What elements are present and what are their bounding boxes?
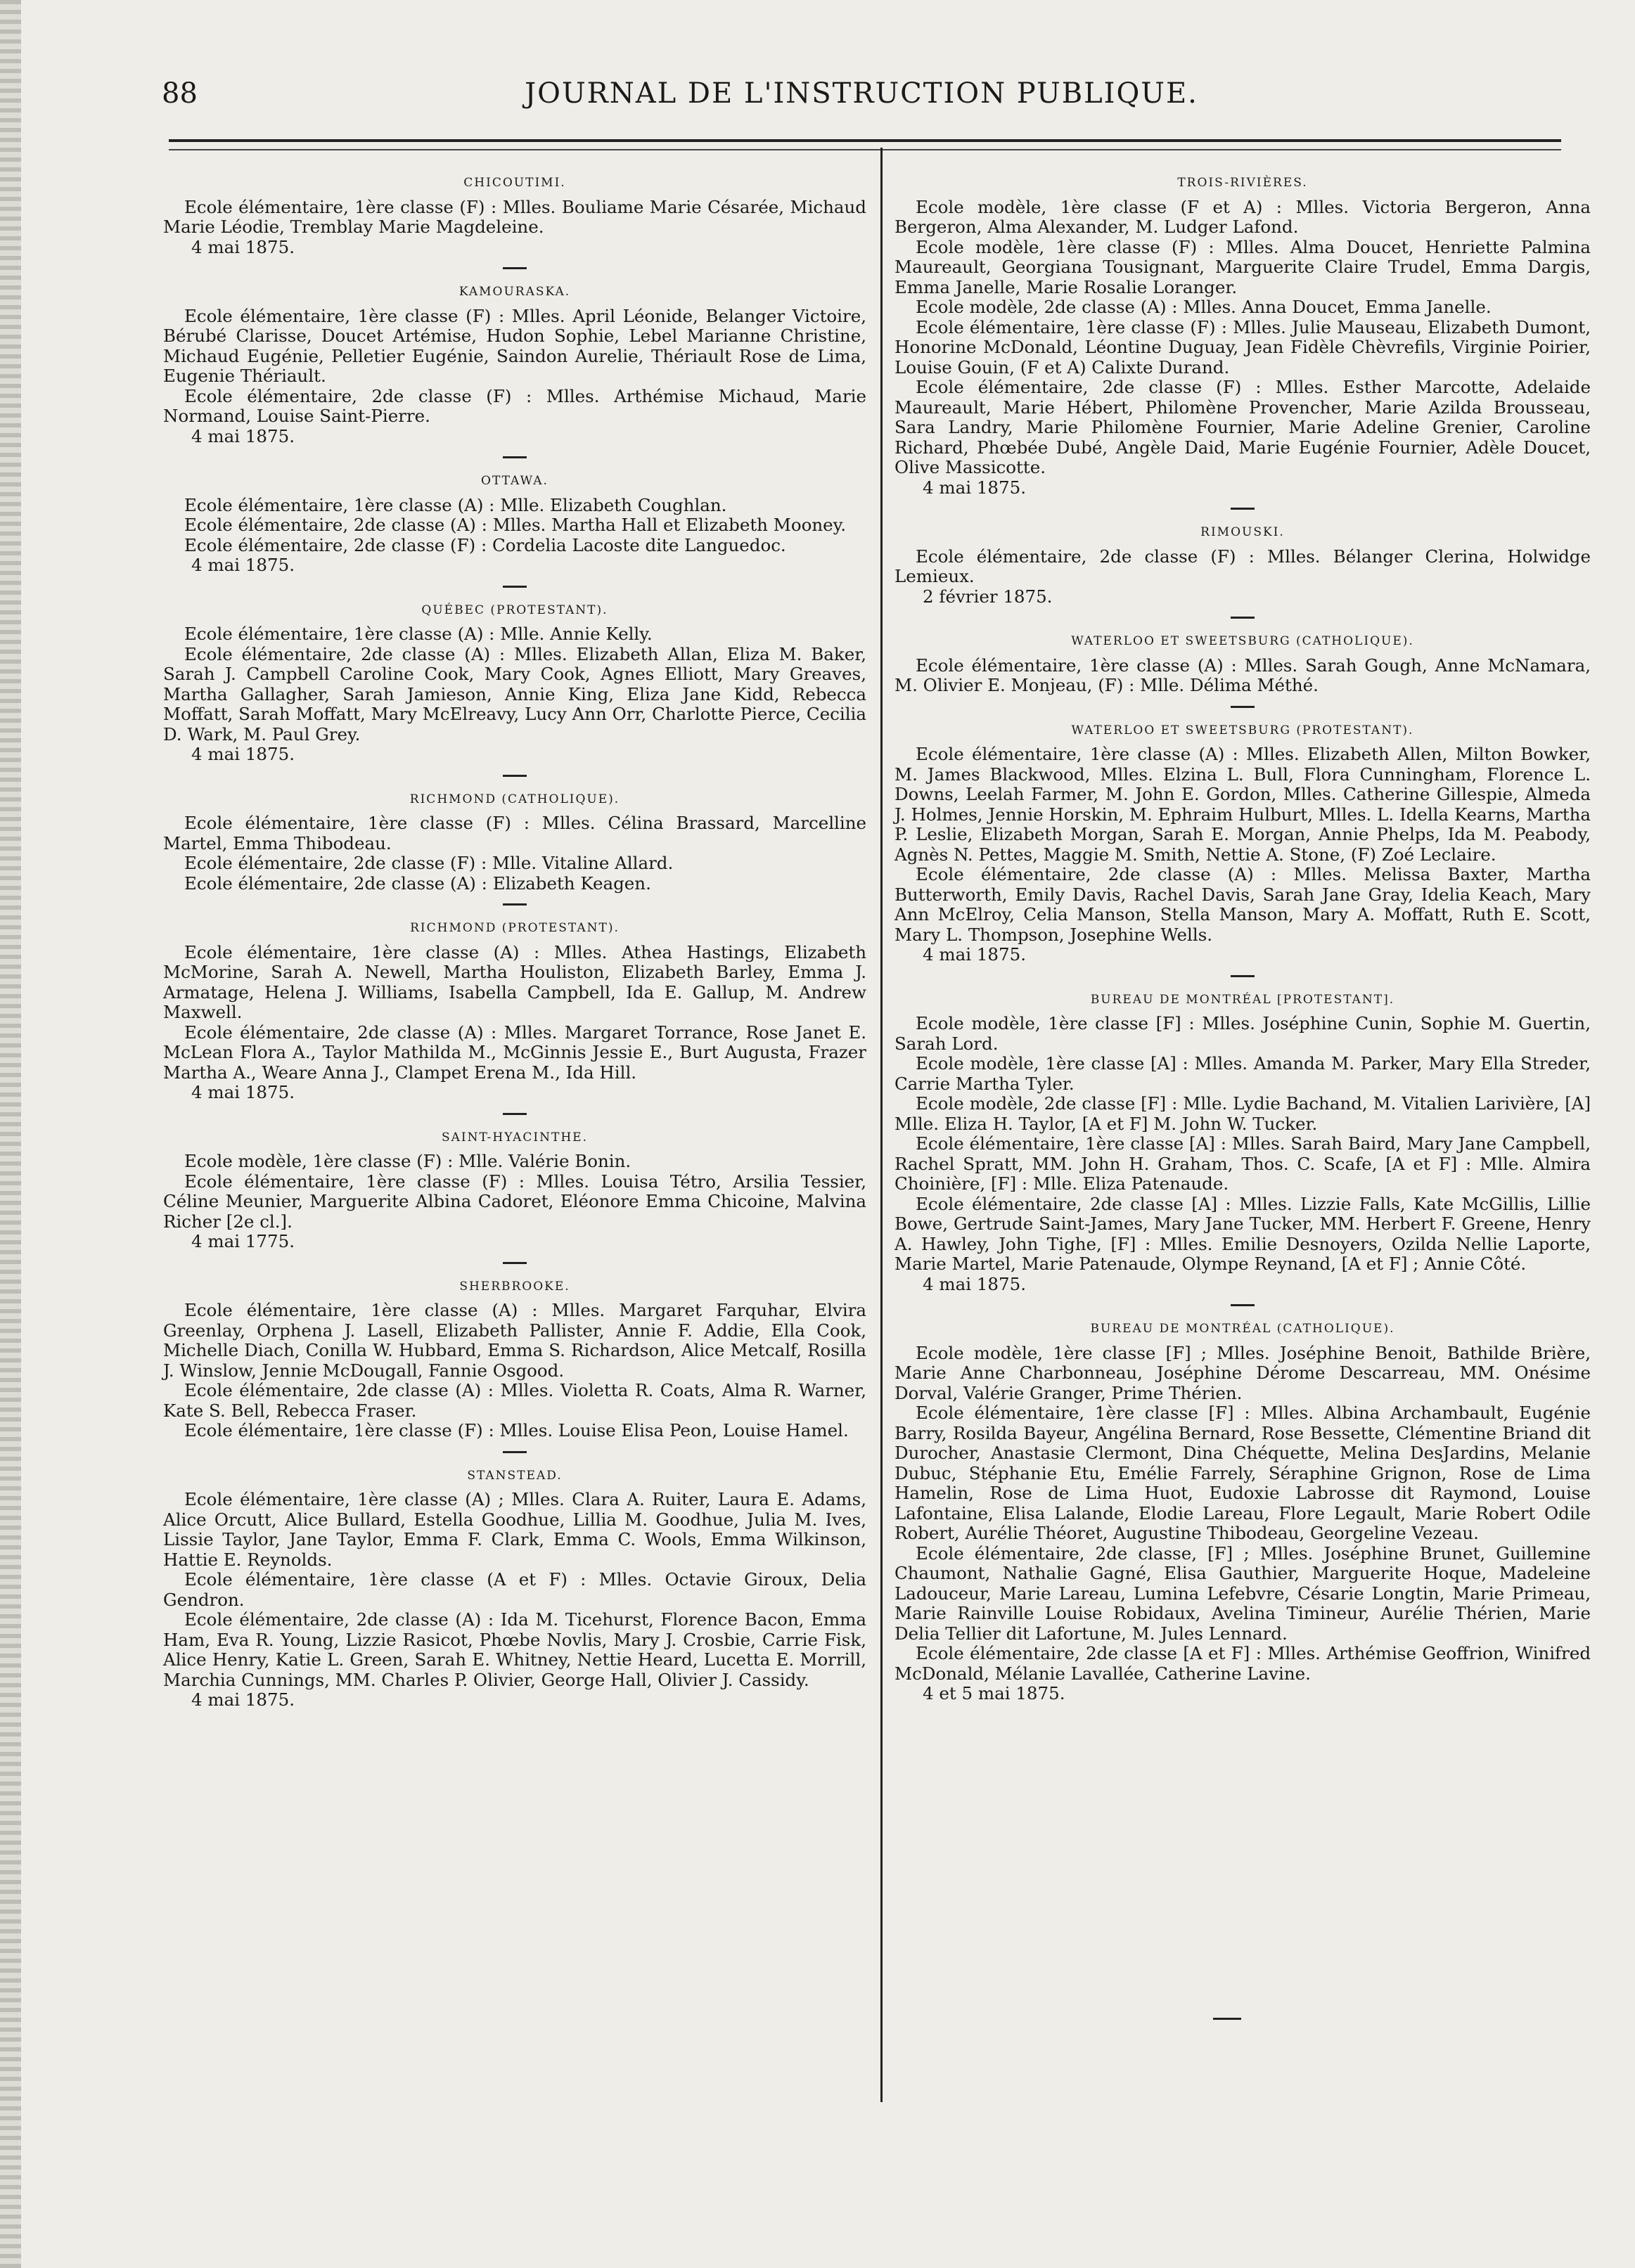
section xyxy=(163,918,866,1103)
entry: Ecole élémentaire, 2de classe (F) : Mlles. Esther Marcotte, Adelaide Maureault, Marie Hébert, Philomène Provencher, Marie Azilda Brousseau, Sara Landry, Marie Philomène Fournier, Marie Adeline Grenier, Caroline Richard, Phœbée Dubé, Angèle Daid, Marie Eugénie Fournier, Adèle Doucet, Olive Massicotte. xyxy=(895,377,1591,477)
entry: Ecole élémentaire, 1ère classe (A) : Mlle. Elizabeth Coughlan. xyxy=(184,494,727,515)
entry: Ecole élémentaire, 1ère classe (A) : Mlles. Sarah Gough, Anne McNamara, M. Olivier E. Monjeau, (F) : Mlle. Délima Méthé. xyxy=(895,655,1591,695)
section-date: 4 et 5 mai 1875. xyxy=(923,1683,1065,1703)
section xyxy=(895,721,1591,965)
left-column xyxy=(163,169,866,1713)
section-date: 4 mai 1875. xyxy=(191,555,295,575)
section-separator xyxy=(1231,508,1255,510)
entry: Ecole modèle, 2de classe [F] : Mlle. Lydie Bachand, M. Vitalien Larivière, [A] Mlle. Eliza H. Taylor, [A et F] M. John W. Tucker. xyxy=(895,1093,1591,1134)
entry: Ecole élémentaire, 2de classe (F) : Cordelia Lacoste dite Languedoc. xyxy=(184,534,786,555)
page-number: 88 xyxy=(162,77,198,110)
section xyxy=(163,173,866,257)
section-title: TROIS-RIVIÈRES. xyxy=(1177,176,1308,190)
header-rule-thin xyxy=(169,149,1561,150)
column-divider xyxy=(880,148,883,2102)
entry: Ecole élémentaire, 2de classe (A) : Mlles. Violetta R. Coats, Alma R. Warner, Kate S. Bell, Rebecca Fraser. xyxy=(163,1380,866,1421)
section-separator xyxy=(1231,1304,1255,1306)
entry: Ecole élémentaire, 1ère classe (F) : Mlles. Célina Brassard, Marcelline Martel, Emma Thibodeau. xyxy=(163,813,866,853)
page-header xyxy=(162,77,1561,120)
entry: Ecole élémentaire, 2de classe, [F] ; Mlles. Joséphine Brunet, Guillemine Chaumont, Nathalie Gagné, Elisa Gauthier, Marguerite Hoque, Madeleine Ladouceur, Marie Lareau, Lumina Lefebvre, Césarie Longtin, Marie Primeau, Marie Rainville Louise Robidaux, Avelina Timineur, Aurélie Thérien, Marie Delia Tellier dit Lafortune, M. Jules Lennard. xyxy=(895,1542,1591,1644)
section xyxy=(163,1277,866,1441)
entry: Ecole élémentaire, 2de classe (A) : Mlles. Elizabeth Allan, Eliza M. Baker, Sarah J. Campbell Caroline Cook, Mary Cook, Agnes Elliott, Mary Greaves, Martha Gallagher, Sarah Jamieson, Annie King, Eliza Jane Kidd, Rebecca Moffatt, Sarah Moffatt, Mary McElreavy, Lucy Ann Orr, Charlotte Pierce, Cecilia D. Wark, M. Paul Grey. xyxy=(163,643,866,745)
section-separator xyxy=(503,267,527,269)
section-date: 4 mai 1875. xyxy=(191,236,295,257)
section xyxy=(163,471,866,576)
end-separator xyxy=(1213,2018,1241,2020)
section-date: 4 mai 1775. xyxy=(191,1231,295,1251)
section-separator xyxy=(503,456,527,458)
section xyxy=(895,173,1591,498)
section xyxy=(895,522,1591,607)
section-separator xyxy=(503,775,527,777)
section-separator xyxy=(503,586,527,588)
entry: Ecole élémentaire, 1ère classe (F) : Mlles. Bouliame Marie Césarée, Michaud Marie Léodie, Tremblay Marie Magdeleine. xyxy=(163,196,866,237)
entry: Ecole élémentaire, 2de classe (F) : Mlles. Bélanger Clerina, Holwidge Lemieux. xyxy=(895,546,1591,586)
entry: Ecole élémentaire, 1ère classe (A) : Mlles. Margaret Farquhar, Elvira Greenlay, Orphena J. Lasell, Elizabeth Pallister, Annie F. Addie, Ella Cook, Michelle Diach, Conilla W. Hubbard, Emma S. Richardson, Alice Metcalf, Rosilla J. Winslow, Jennie McDougall, Fannie Osgood. xyxy=(163,1300,866,1381)
entry: Ecole modèle, 1ère classe [F] ; Mlles. Joséphine Benoit, Bathilde Brière, Marie Anne Charbonneau, Joséphine Dérome Descarreau, MM. Onésime Dorval, Valérie Granger, Prime Thérien. xyxy=(895,1342,1591,1403)
section-date: 4 mai 1875. xyxy=(191,1082,295,1102)
section-date: 2 février 1875. xyxy=(923,586,1053,607)
entry: Ecole élémentaire, 2de classe (F) : Mlles. Arthémise Michaud, Marie Normand, Louise Saint-Pierre. xyxy=(163,385,866,426)
entry: Ecole élémentaire, 2de classe (A) : Mlles. Melissa Baxter, Martha Butterworth, Emily Davis, Rachel Davis, Sarah Jane Gray, Idelia Keach, Mary Ann McElroy, Celia Manson, Stella Manson, Mary A. Moffatt, Ruth E. Scott, Mary L. Thompson, Josephine Wells. xyxy=(895,864,1591,945)
section-title: KAMOURASKA. xyxy=(459,285,571,299)
entry: Ecole élémentaire, 1ère classe (F) : Mlles. Louise Elisa Peon, Louise Hamel. xyxy=(184,1420,849,1441)
entry: Ecole élémentaire, 1ère classe (A et F) : Mlles. Octavie Giroux, Delia Gendron. xyxy=(163,1569,866,1610)
section-title: STANSTEAD. xyxy=(467,1468,563,1483)
entry: Ecole modèle, 2de classe (A) : Mlles. Anna Doucet, Emma Janelle. xyxy=(916,297,1492,317)
entry: Ecole modèle, 1ère classe (F) : Mlle. Valérie Bonin. xyxy=(184,1151,631,1171)
section-date: 4 mai 1875. xyxy=(923,1273,1026,1294)
section-date: 4 mai 1875. xyxy=(191,425,295,446)
section xyxy=(163,1128,866,1252)
section-separator xyxy=(503,1262,527,1264)
section-date: 4 mai 1875. xyxy=(923,477,1026,498)
entry: Ecole élémentaire, 2de classe [A] : Mlles. Lizzie Falls, Kate McGillis, Lillie Bowe, Gertrude Saint-James, Mary Jane Tucker, MM. Herbert F. Greene, Henry A. Hawley, John Tighe, [F] : Mlles. Emilie Desnoyers, Ozilda Nellie Laporte, Marie Martel, Marie Patenaude, Olympe Reynand, [A et F] ; Annie Côté. xyxy=(895,1193,1591,1274)
entry: Ecole élémentaire, 1ère classe (F) : Mlles. Louisa Tétro, Arsilia Tessier, Céline Meunier, Marguerite Albina Cadoret, Eléonore Emma Chicoine, Malvina Richer [2e cl.]. xyxy=(163,1171,866,1232)
section-title: OTTAWA. xyxy=(481,474,549,488)
entry: Ecole élémentaire, 1ère classe (A) : Mlles. Elizabeth Allen, Milton Bowker, M. James Blackwood, Mlles. Elzina L. Bull, Flora Cunningham, Florence L. Downs, Leelah Farmer, M. John E. Gordon, Mlles. Catherine Gillespie, Almeda J. Holmes, Jennie Horskin, M. Ephraim Hulburt, Mlles. L. Idella Kearns, Martha P. Leslie, Elizabeth Morgan, Sarah E. Morgan, Annie Phelps, Ida M. Peabody, Agnès N. Pettes, Maggie M. Smith, Nettie A. Stone, (F) Zoé Leclaire. xyxy=(895,744,1591,865)
section-title: QUÉBEC (PROTESTANT). xyxy=(421,603,608,617)
section xyxy=(895,631,1591,696)
section-separator xyxy=(1231,706,1255,708)
header-rule xyxy=(169,139,1561,142)
section xyxy=(163,600,866,765)
entry: Ecole élémentaire, 1ère classe [F] : Mlles. Albina Archambault, Eugénie Barry, Rosilda Bayeur, Angélina Bernard, Rose Bessette, Clémentine Briand dit Durocher, Anastasie Clermont, Dina Chéquette, Melina DesJardins, Melanie Dubuc, Stéphanie Etu, Emélie Farrely, Séraphine Grignon, Rose de Lima Hamelin, Rose de Lima Huot, Eudoxie Labrosse dit Raymond, Louise Lafontaine, Elisa Lalande, Elodie Lareau, Flore Legault, Marie Robert Odile Robert, Aurélie Théoret, Augustine Thibodeau, Georgeline Vezeau. xyxy=(895,1403,1591,1543)
section-title: BUREAU DE MONTRÉAL [PROTESTANT]. xyxy=(1090,992,1395,1007)
section-date: 4 mai 1875. xyxy=(191,1689,295,1710)
entry: Ecole élémentaire, 2de classe [A et F] : Mlles. Arthémise Geoffrion, Winifred McDonald, Mélanie Lavallée, Catherine Lavine. xyxy=(895,1643,1591,1684)
entry: Ecole élémentaire, 1ère classe (F) : Mlles. Julie Mauseau, Elizabeth Dumont, Honorine McDonald, Léontine Duguay, Jean Fidèle Chèvrefils, Virginie Poirier, Louise Gouin, (F et A) Calixte Durand. xyxy=(895,316,1591,378)
section-date: 4 mai 1875. xyxy=(191,744,295,764)
section-title: SHERBROOKE. xyxy=(459,1279,570,1294)
section-title: RIMOUSKI. xyxy=(1200,525,1285,539)
entry: Ecole élémentaire, 2de classe (A) : Elizabeth Keagen. xyxy=(184,872,651,894)
entry: Ecole élémentaire, 2de classe (F) : Mlle. Vitaline Allard. xyxy=(184,853,674,873)
entry: Ecole modèle, 1ère classe [F] : Mlles. Joséphine Cunin, Sophie M. Guertin, Sarah Lord. xyxy=(895,1013,1591,1054)
entry: Ecole élémentaire, 1ère classe (F) : Mlles. April Léonide, Belanger Victoire, Bérubé Clarisse, Doucet Artémise, Hudon Sophie, Lebel Marianne Christine, Michaud Eugénie, Pelletier Eugénie, Saindon Aurelie, Thériault Rose de Lima, Eugenie Thériault. xyxy=(163,305,866,386)
section xyxy=(895,990,1591,1295)
entry: Ecole élémentaire, 2de classe (A) : Mlles. Margaret Torrance, Rose Janet E. McLean Flora A., Taylor Mathilda M., McGinnis Jessie E., Burt Augusta, Frazer Martha A., Weare Anna J., Clampet Erena M., Ida Hill. xyxy=(163,1022,866,1083)
section-title: RICHMOND (CATHOLIQUE). xyxy=(409,792,620,806)
section-title: RICHMOND (PROTESTANT). xyxy=(410,921,620,935)
section xyxy=(163,282,866,446)
journal-title: JOURNAL DE L'INSTRUCTION PUBLIQUE. xyxy=(525,77,1198,110)
entry: Ecole modèle, 1ère classe (F) : Mlles. Alma Doucet, Henriette Palmina Maureault, Georgiana Tousignant, Marguerite Claire Trudel, Emma Dargis, Emma Janelle, Marie Rosalie Loranger. xyxy=(895,236,1591,297)
entry: Ecole élémentaire, 2de classe (A) : Mlles. Martha Hall et Elizabeth Mooney. xyxy=(184,515,846,535)
entry: Ecole élémentaire, 1ère classe (A) ; Mlles. Clara A. Ruiter, Laura E. Adams, Alice Orcutt, Alice Bullard, Estella Goodhue, Lillia M. Goodhue, Julia M. Ives, Lissie Taylor, Jane Taylor, Emma F. Clark, Emma C. Wools, Emma Wilkinson, Hattie E. Reynolds. xyxy=(163,1489,866,1570)
entry: Ecole élémentaire, 2de classe (A) : Ida M. Ticehurst, Florence Bacon, Emma Ham, Eva R. Young, Lizzie Rasicot, Phœbe Novlis, Mary J. Crosbie, Carrie Fisk, Alice Henry, Katie L. Green, Sarah E. Whitney, Nettie Heard, Lucetta E. Morrill, Marchia Cunnings, MM. Charles P. Olivier, George Hall, Olivier J. Cassidy. xyxy=(163,1609,866,1690)
section xyxy=(163,790,866,894)
entry: Ecole modèle, 1ère classe [A] : Mlles. Amanda M. Parker, Mary Ella Streder, Carrie Martha Tyler. xyxy=(895,1053,1591,1094)
section-separator xyxy=(503,903,527,906)
section-title: CHICOUTIMI. xyxy=(463,176,566,190)
entry: Ecole modèle, 1ère classe (F et A) : Mlles. Victoria Bergeron, Anna Bergeron, Alma Alexander, M. Ludger Lafond. xyxy=(895,196,1591,237)
entry: Ecole élémentaire, 1ère classe (A) : Mlle. Annie Kelly. xyxy=(184,624,653,644)
section-title: BUREAU DE MONTRÉAL (CATHOLIQUE). xyxy=(1090,1322,1395,1336)
section-separator xyxy=(1231,617,1255,619)
section-title: WATERLOO ET SWEETSBURG (PROTESTANT). xyxy=(1071,723,1414,737)
section-separator xyxy=(503,1451,527,1453)
section-title: SAINT-HYACINTHE. xyxy=(442,1130,588,1145)
right-column xyxy=(895,169,1591,1707)
section-date: 4 mai 1875. xyxy=(923,944,1026,965)
section xyxy=(163,1466,866,1710)
entry: Ecole élémentaire, 1ère classe (A) : Mlles. Athea Hastings, Elizabeth McMorine, Sarah A. Newell, Martha Houliston, Elizabeth Barley, Emma J. Armatage, Helena J. Williams, Isabella Campbell, Ida E. Gallup, M. Andrew Maxwell. xyxy=(163,941,866,1022)
section xyxy=(895,1319,1591,1704)
section-separator xyxy=(503,1113,527,1115)
section-title: WATERLOO ET SWEETSBURG (CATHOLIQUE). xyxy=(1071,634,1414,648)
entry: Ecole élémentaire, 1ère classe [A] : Mlles. Sarah Baird, Mary Jane Campbell, Rachel Spratt, MM. John H. Graham, Thos. C. Scafe, [A et F] : Mlle. Almira Choinière, [F] : Mlle. Eliza Patenaude. xyxy=(895,1133,1591,1194)
section-separator xyxy=(1231,975,1255,977)
scanned-page-edge xyxy=(0,0,21,2268)
